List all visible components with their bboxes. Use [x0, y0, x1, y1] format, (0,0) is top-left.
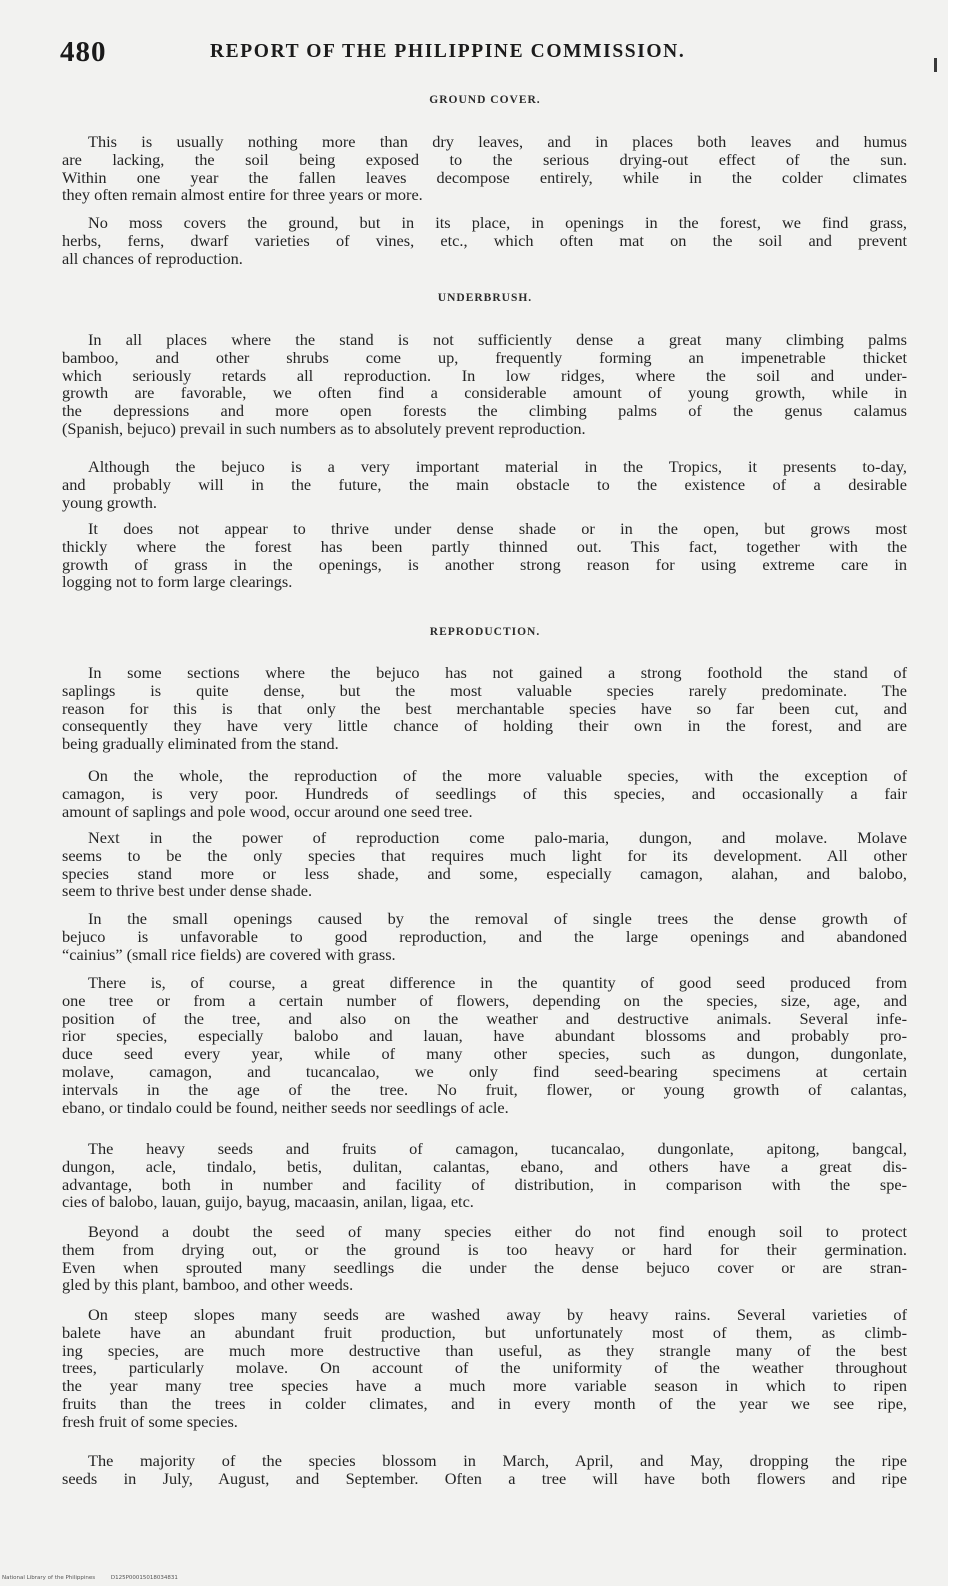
- text-line: intervals in the age of the tree. No fruit, flower, or young growth of calantas,: [62, 1079, 907, 1099]
- text-line: thickly where the forest has been partly thinned out. This fact, together with the: [62, 536, 907, 556]
- paragraph: [62, 1140, 907, 1211]
- text-line: (Spanish, bejuco) prevail in such numbers as to absolutely prevent reproduction.: [62, 418, 586, 438]
- text-line: species stand more or less shade, and some, especially camagon, alahan, and balobo,: [62, 863, 907, 883]
- text-line: The heavy seeds and fruits of camagon, tucancalao, dungonlate, apitong, bangcal,: [88, 1139, 907, 1158]
- paragraph: [62, 767, 907, 820]
- paragraph: [62, 214, 907, 267]
- text-line: advantage, both in number and facility of distribution, in comparison with the spe-: [62, 1174, 907, 1194]
- text-line: On steep slopes many seeds are washed away by heavy rains. Several varieties of: [88, 1305, 907, 1324]
- paragraph: [62, 1452, 907, 1488]
- text-line: are lacking, the soil being exposed to the serious drying-out effect of the sun.: [62, 149, 907, 169]
- text-line: In some sections where the bejuco has not gained a strong foothold the stand of: [88, 663, 907, 682]
- footer-library: National Library of the Philippines: [2, 1575, 96, 1581]
- text-line: rior species, especially balobo and lauan, have abundant blossoms and probably pro-: [62, 1026, 907, 1046]
- paragraph: [62, 1223, 907, 1294]
- paragraph: [62, 974, 907, 1116]
- text-line: and probably will in the future, the main obstacle to the existence of a desirable: [62, 474, 907, 494]
- text-line: amount of saplings and pole wood, occur around one seed tree.: [62, 801, 473, 821]
- text-line: logging not to form large clearings.: [62, 572, 293, 592]
- text-line: In the small openings caused by the removal of single trees the dense growth of: [88, 909, 907, 928]
- text-line: position of the tree, and also on the weather and destructive animals. Several infe-: [62, 1008, 907, 1028]
- scan-footer: [2, 1575, 192, 1581]
- paragraph: [62, 331, 907, 438]
- text-line: On the whole, the reproduction of the more valuable species, with the exception of: [88, 766, 907, 785]
- text-line: one tree or from a certain number of flowers, depending on the species, size, age, and: [62, 990, 907, 1010]
- paragraph: [62, 458, 907, 511]
- text-line: they often remain almost entire for three years or more.: [62, 185, 423, 205]
- text-line: which seriously retards all reproduction. In low ridges, where the soil and under-: [62, 365, 907, 385]
- text-line: Next in the power of reproduction come palo-maria, dungon, and molave. Molave: [88, 828, 907, 847]
- text-line: seeds in July, August, and September. Often a tree will have both flowers and ripe: [62, 1468, 907, 1488]
- paragraph: [62, 133, 907, 204]
- text-line: herbs, ferns, dwarf varieties of vines, etc., which often mat on the soil and prevent: [62, 230, 907, 250]
- text-line: trees, particularly molave. On account of the uniformity of the weather throughout: [62, 1358, 907, 1378]
- text-line: all chances of reproduction.: [62, 248, 243, 268]
- section-heading-ground-cover: GROUND COVER.: [429, 94, 541, 106]
- page-header: [60, 36, 910, 70]
- paragraph: [62, 520, 907, 591]
- text-line: Although the bejuco is a very important material in the Tropics, it presents to-day,: [88, 457, 907, 476]
- text-line: balete have an abundant fruit production, but unfortunately most of them, as climb-: [62, 1322, 907, 1342]
- text-line: camagon, is very poor. Hundreds of seedlings of this species, and occasionally a fair: [62, 783, 907, 803]
- text-line: fresh fruit of some species.: [62, 1411, 238, 1431]
- text-line: No moss covers the ground, but in its place, in openings in the forest, we find grass,: [88, 213, 907, 232]
- text-line: The majority of the species blossom in March, April, and May, dropping the ripe: [88, 1451, 907, 1470]
- text-line: gled by this plant, bamboo, and other weeds.: [62, 1275, 354, 1295]
- text-line: molave, camagon, and tucancalao, we only find seed-bearing specimens at certain: [62, 1061, 907, 1081]
- text-line: ebano, or tindalo could be found, neither seeds nor seedlings of acle.: [62, 1097, 509, 1117]
- text-line: being gradually eliminated from the stand.: [62, 734, 339, 754]
- scan-margin-mark: [934, 58, 937, 72]
- right-margin-strip: [948, 0, 957, 1586]
- text-line: Beyond a doubt the seed of many species either do not find enough soil to protect: [88, 1222, 907, 1241]
- text-line: young growth.: [62, 492, 157, 512]
- section-heading-reproduction: REPRODUCTION.: [429, 626, 541, 638]
- text-line: seem to thrive best under dense shade.: [62, 881, 313, 901]
- text-line: bamboo, and other shrubs come up, frequently forming an impenetrable thicket: [62, 347, 907, 367]
- text-line: “cainius” (small rice fields) are covered with grass.: [62, 944, 396, 964]
- running-head: REPORT OF THE PHILIPPINE COMMISSION.: [210, 41, 686, 62]
- text-line: them from drying out, or the ground is too heavy or hard for their germination.: [62, 1239, 907, 1259]
- text-line: This is usually nothing more than dry leaves, and in places both leaves and humus: [88, 132, 907, 151]
- text-line: bejuco is unfavorable to good reproduction, and the large openings and abandoned: [62, 926, 907, 946]
- text-line: fruits than the trees in colder climates, and in every month of the year we see ripe,: [62, 1393, 907, 1413]
- paragraph: [62, 664, 907, 753]
- text-line: saplings is quite dense, but the most valuable species rarely predominate. The: [62, 680, 907, 700]
- text-line: growth are favorable, we often find a considerable amount of young growth, while in: [62, 383, 907, 403]
- paragraph: [62, 910, 907, 963]
- text-line: the year many tree species have a much more variable season in which to ripen: [62, 1376, 907, 1396]
- paragraph: [62, 1306, 907, 1431]
- paragraph: [62, 829, 907, 900]
- text-line: In all places where the stand is not sufficiently dense a great many climbing palms: [88, 330, 907, 349]
- text-line: Within one year the fallen leaves decompose entirely, while in the colder climates: [62, 167, 907, 187]
- footer-code: D125P00015018034831: [110, 1575, 178, 1581]
- text-line: seems to be the only species that requires much light for its development. All other: [62, 845, 907, 865]
- text-line: There is, of course, a great difference in the quantity of good seed produced from: [88, 973, 907, 992]
- text-line: It does not appear to thrive under dense shade or in the open, but grows most: [88, 519, 907, 538]
- text-line: duce seed every year, while of many other species, such as dungon, dungonlate,: [62, 1044, 907, 1064]
- text-line: the depressions and more open forests the climbing palms of the genus calamus: [62, 401, 907, 421]
- page-number: 480: [60, 36, 107, 68]
- text-line: dungon, acle, tindalo, betis, dulitan, calantas, ebano, and others have a great dis-: [62, 1156, 907, 1176]
- text-line: cies of balobo, lauan, guijo, bayug, macaasin, anilan, ligaa, etc.: [62, 1192, 474, 1212]
- text-line: ing species, are much more destructive than useful, as they strangle many of the best: [62, 1340, 907, 1360]
- text-line: growth of grass in the openings, is another strong reason for using extreme care in: [62, 554, 907, 574]
- section-heading-underbrush: UNDERBRUSH.: [437, 292, 533, 304]
- text-line: reason for this is that only the best merchantable species have so far been cut, and: [62, 698, 907, 718]
- text-line: Even when sprouted many seedlings die under the dense bejuco cover or are stran-: [62, 1257, 907, 1277]
- text-line: consequently they have very little chance of holding their own in the forest, and are: [62, 716, 907, 736]
